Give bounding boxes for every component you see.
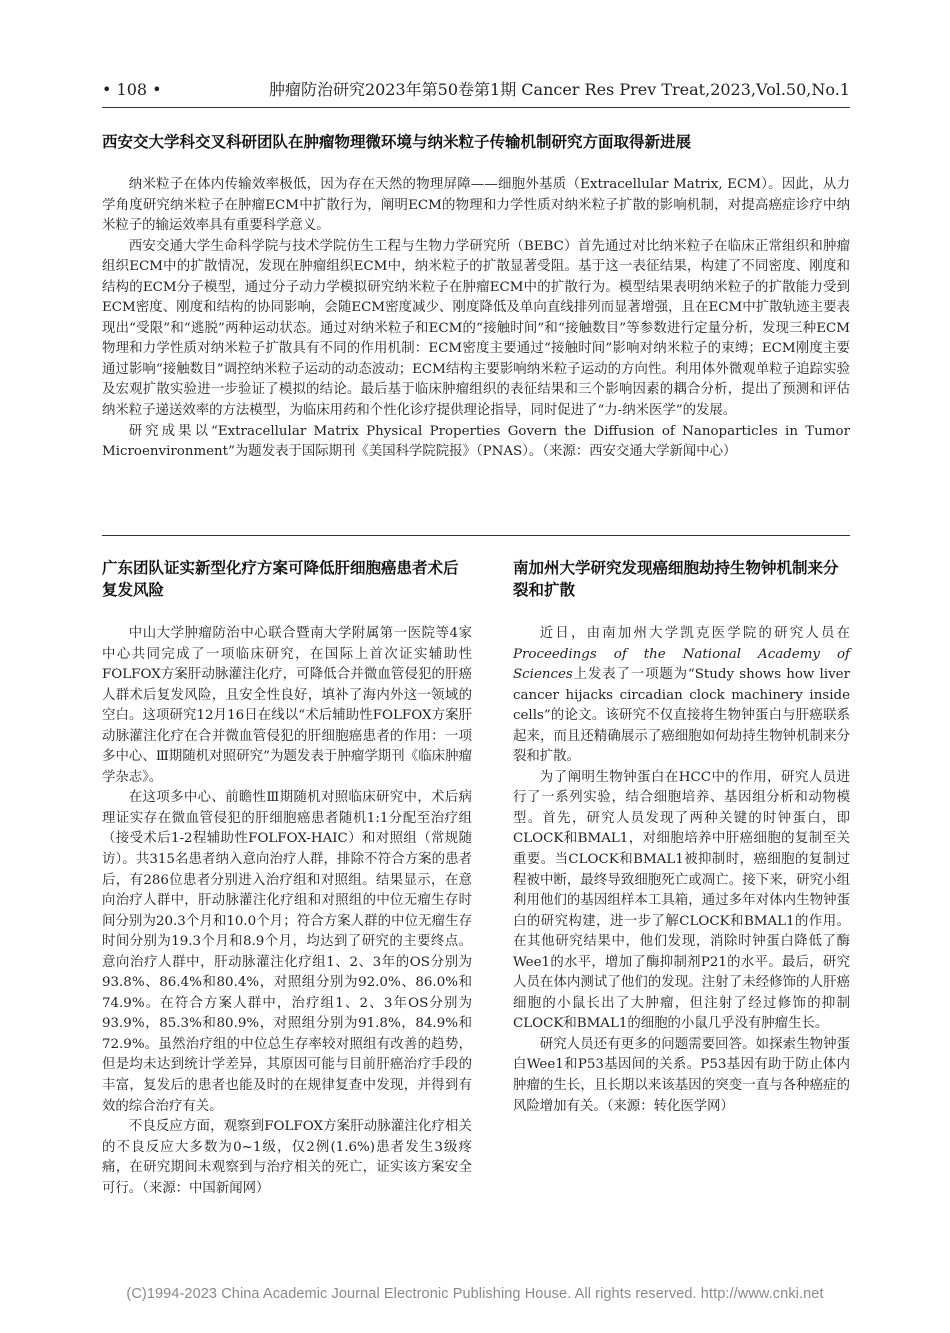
article1-paragraph: 研究成果以“Extracellular Matrix Physical Properties Govern the Diffusion of Nanoparticles in Tumor Microenvironment”为题发表于国际期刊《美国科学院院报》（PNAS）。（来源：西安交通大学新闻中心） — [102, 423, 850, 460]
article3-paragraph — [513, 624, 850, 768]
article2-paragraph: 中山大学肿瘤防治中心联合暨南大学附属第一医院等4家中心共同完成了一项临床研究，在国际上首次证实辅助性FOLFOX方案肝动脉灌注化疗，可降低合并微血管侵犯的肝癌人群术后复发风险，且安全性良好，填补了海内外这一领域的空白。这项研究12月16日在线以“术后辅助性FOLFOX方案肝动脉灌注化疗在合并微血管侵犯的肝细胞癌患者的作用：一项多中心、Ⅲ期随机对照研究”为题发表于肿瘤学期刊《临床肿瘤学杂志》。 — [102, 626, 472, 785]
article1-title: 西安交大学科交叉科研团队在肿瘤物理微环境与纳米粒子传输机制研究方面取得新进展 — [102, 133, 692, 151]
page-number: • 108 • — [102, 80, 162, 99]
article3-p1-start: 近日，由南加州大学凯克医学院的研究人员在 — [539, 626, 850, 641]
journal-info: 肿瘤防治研究2023年第50卷第1期 Cancer Res Prev Treat,2023,Vol.50,No.1 — [268, 80, 850, 99]
article2-paragraph: 在这项多中心、前瞻性Ⅲ期随机对照临床研究中，术后病理证实存在微血管侵犯的肝细胞癌患者随机1:1分配至治疗组（接受术后1-2程辅助性FOLFOX-HAIC）和对照组（常规随访）。共315名患者纳入意向治疗人群，排除不符合方案的患者后，有286位患者分别进入治疗组和对照组。结果显示，在意向治疗人群中，肝动脉灌注化疗组和对照组的中位无瘤生存时间分别为20.3个月和10.0个月；符合方案人群的中位无瘤生存时间分别为19.3个月和8.9个月，均达到了研究的主要终点。意向治疗人群中，肝动脉灌注化疗组1、2、3年的OS分别为93.8%、86.4%和80.4%，对照组分别为92.0%、86.0%和74.9%。在符合方案人群中，治疗组1、2、3年OS分别为93.9%，85.3%和80.9%，对照组分别为91.8%，84.9%和72.9%。虽然治疗组的中位总生存率较对照组有改善的趋势，但是均未达到统计学差异，其原因可能与目前肝癌治疗手段的丰富，复发后的患者也能及时的在规律复查中发现，并得到有效的综合治疗有关。 — [102, 790, 472, 1114]
article2-body — [102, 624, 472, 1199]
article1-paragraph: 纳米粒子在体内传输效率极低，因为存在天然的物理屏障——细胞外基质（Extracellular Matrix, ECM）。因此，从力学角度研究纳米粒子在肿瘤ECM中扩散行为，阐明ECM的物理和力学性质对纳米粒子扩散的影响机制，对提高癌症诊疗中纳米粒子的输运效率具有重要科学意义。 — [102, 177, 850, 234]
article3-journal-name: Proceedings of the National Academy of Sciences — [513, 646, 850, 683]
article1-paragraph: 西安交通大学生命科学院与技术学院仿生工程与生物力学研究所（BEBC）首先通过对比纳米粒子在临床正常组织和肿瘤组织ECM中的扩散情况，发现在肿瘤组织ECM中，纳米粒子的扩散显著受阻。基于这一表征结果，构建了不同密度、刚度和结构的ECM分子模型，通过分子动力学模拟研究纳米粒子在肿瘤ECM中的扩散行为。模型结果表明纳米粒子的扩散能力受到ECM密度、刚度和结构的协同影响，会随ECM密度减少、刚度降低及单向直线排列而显著增强，且在ECM中扩散轨迹主要表现出“受限”和“逃脱”两种运动状态。通过对纳米粒子和ECM的“接触时间”和“接触数目”等参数进行定量分析，发现三种ECM物理和力学性质对纳米粒子扩散具有不同的作用机制：ECM密度主要通过“接触时间”影响对纳米粒子的束缚；ECM刚度主要通过影响“接触数目”调控纳米粒子运动的动态波动；ECM结构主要影响纳米粒子运动的方向性。利用体外微观单粒子追踪实验及宏观扩散实验进一步验证了模拟的结论。最后基于临床肿瘤组织的表征结果和三个影响因素的耦合分析，提出了预测和评估纳米粒子递送效率的方法模型，为临床用药和个性化诊疗提供理论指导，同时促进了“力-纳米医学”的发展。 — [102, 238, 850, 419]
copyright-footer: (C)1994-2023 China Academic Journal Electronic Publishing House. All rights reserved. http://www.cnki.net — [126, 1286, 824, 1302]
article1-body — [102, 175, 850, 463]
article2-paragraph: 不良反应方面，观察到FOLFOX方案肝动脉灌注化疗相关的不良反应大多数为0~1级，仅2例(1.6%)患者发生3级疼痛，在研究期间未观察到与治疗相关的死亡，证实该方案安全可行。（来源：中国新闻网） — [102, 1119, 472, 1196]
header-rule — [102, 107, 850, 108]
article3-p1-rest: 上发表了一项题为“Study shows how liver cancer hijacks circadian clock machinery inside cells”的论文。该研究不仅直接将生物钟蛋白与肝癌联系起来，而且还精确展示了癌细胞如何劫持生物钟机制来分裂和扩散。 — [513, 667, 850, 765]
article3-paragraph: 研究人员还有更多的问题需要回答。如探索生物钟蛋白Wee1和P53基因间的关系。P53基因有助于防止体内肿瘤的生长，且长期以来该基因的突变一直与各种癌症的风险增加有关。（来源：转化医学网） — [513, 1036, 850, 1114]
running-header — [102, 78, 850, 102]
article2-title: 广东团队证实新型化疗方案可降低肝细胞癌患者术后复发风险 — [102, 559, 459, 599]
section-rule — [102, 535, 850, 536]
article3-body — [513, 624, 850, 1117]
article3-title: 南加州大学研究发现癌细胞劫持生物钟机制来分裂和扩散 — [513, 559, 839, 599]
article3-paragraph: 为了阐明生物钟蛋白在HCC中的作用，研究人员进行了一系列实验，结合细胞培养、基因组分析和动物模型。首先，研究人员发现了两种关键的时钟蛋白，即CLOCK和BMAL1，对细胞培养中肝癌细胞的复制至关重要。当CLOCK和BMAL1被抑制时，癌细胞的复制过程被中断，最终导致细胞死亡或凋亡。接下来，研究小组利用他们的基因组样本工具箱，通过多年对体内生物钟蛋白的研究构建，进一步了解CLOCK和BMAL1的作用。在其他研究结果中，他们发现，消除时钟蛋白降低了酶Wee1的水平，增加了酶抑制剂P21的水平。最后，研究人员在体内测试了他们的发现。注射了未经修饰的人肝癌细胞的小鼠长出了大肿瘤，但注射了经过修饰的抑制CLOCK和BMAL1的细胞的小鼠几乎没有肿瘤生长。 — [513, 769, 850, 1032]
